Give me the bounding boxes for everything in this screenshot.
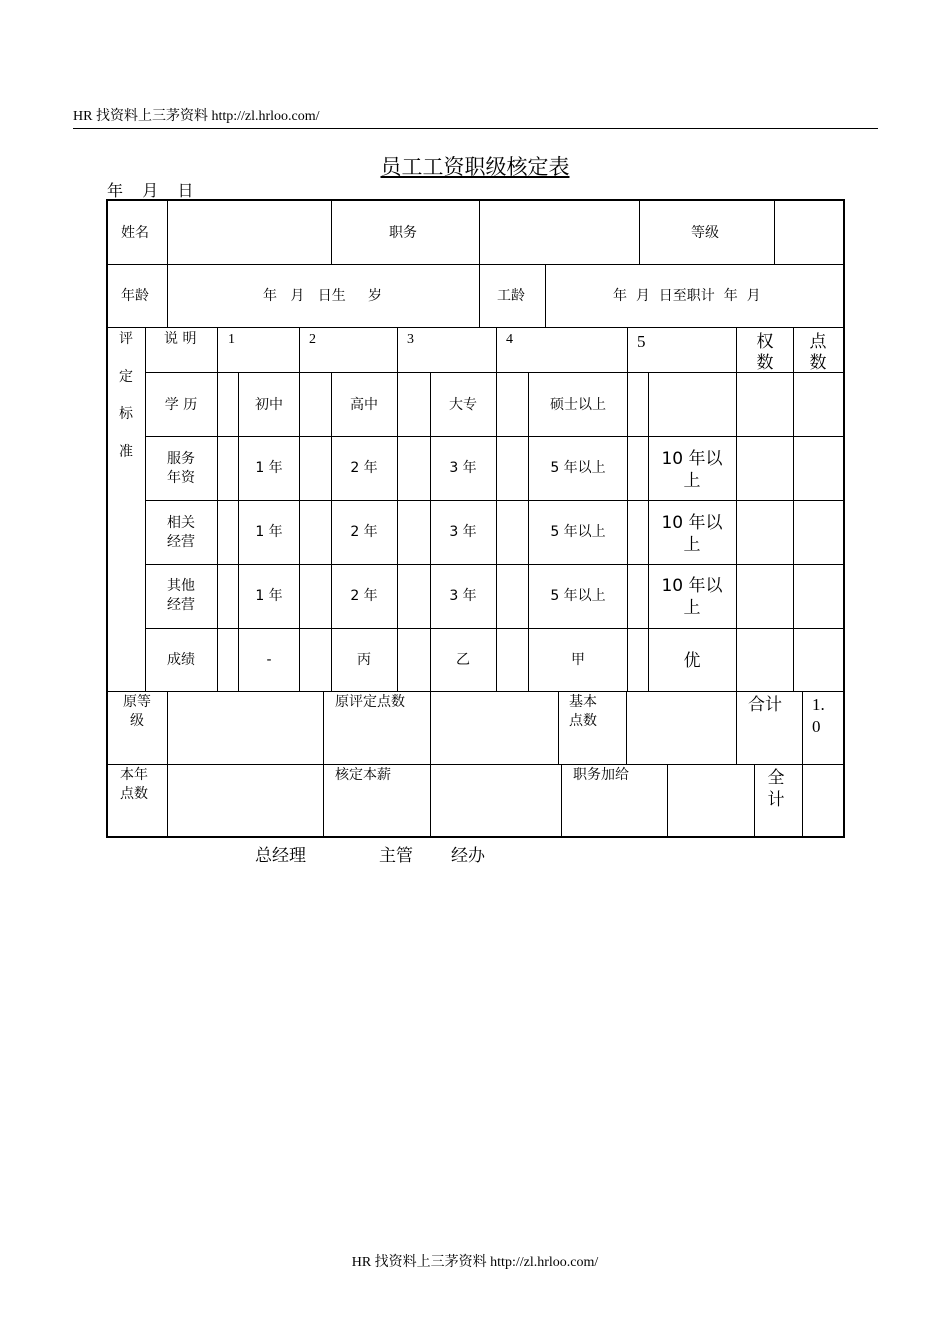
points-label: 数: [809, 353, 827, 373]
education-label: 学 历: [164, 397, 198, 413]
rule: [145, 500, 844, 501]
rule: [145, 436, 844, 437]
grand-total-label: 全: [767, 768, 785, 788]
other-label: 经营: [167, 597, 195, 613]
rule: [648, 372, 649, 691]
rule: [167, 264, 168, 327]
total-value: 0: [812, 717, 821, 736]
original-grade-label: 原等: [123, 694, 151, 710]
rule: [430, 764, 431, 837]
employment-period-text: 年 月 日至职计 年 月: [613, 288, 761, 304]
rule: [479, 264, 480, 327]
rule: [323, 764, 324, 837]
performance-value: 丙: [357, 652, 371, 668]
performance-value: -: [266, 652, 272, 668]
criteria-col-1: 1: [228, 332, 235, 347]
service-label: 年资: [167, 470, 195, 486]
rule: [299, 327, 300, 691]
base-points-label: 基本: [569, 694, 597, 710]
education-value: 高中: [350, 397, 378, 413]
this-year-points-label: 本年: [120, 767, 148, 783]
rule: [107, 764, 844, 765]
rule: [331, 200, 332, 264]
rule: [626, 691, 627, 764]
related-value-5: 10 年以: [661, 513, 723, 533]
rule: [528, 372, 529, 691]
rule: [802, 764, 803, 837]
page-header: HR 找资料上三茅资料 http://zl.hrloo.com/: [73, 105, 878, 129]
original-grade-label: 级: [130, 713, 144, 729]
education-value: 大专: [449, 397, 477, 413]
side-label-char: 标: [119, 406, 133, 422]
rule: [430, 372, 431, 691]
rule: [107, 691, 844, 692]
rule: [736, 327, 737, 691]
approved-salary-label: 核定本薪: [335, 767, 391, 783]
criteria-col-4: 4: [506, 332, 513, 347]
related-value: 5 年以上: [550, 524, 606, 540]
criteria-col-5: 5: [637, 332, 646, 351]
rule: [667, 764, 668, 837]
weight-label: 数: [756, 353, 774, 373]
rule: [145, 628, 844, 629]
total-label: 合计: [748, 695, 782, 715]
age-label: 年龄: [121, 288, 149, 304]
total-value: 1.: [812, 695, 825, 714]
related-label: 经营: [167, 534, 195, 550]
rule: [496, 327, 497, 691]
side-label-char: 准: [119, 444, 133, 460]
rule: [479, 200, 480, 264]
rule: [736, 691, 737, 764]
service-label: 服务: [167, 451, 195, 467]
rule: [238, 372, 239, 691]
service-value: 1 年: [255, 460, 283, 476]
related-value: 3 年: [449, 524, 477, 540]
supervisor-signature-label: 主管: [379, 846, 413, 866]
rule: [397, 327, 398, 691]
related-label: 相关: [167, 515, 195, 531]
form-title: 员工工资职级核定表: [380, 155, 570, 179]
name-label: 姓名: [121, 225, 149, 241]
rule: [217, 327, 218, 691]
rule: [167, 691, 168, 837]
rule: [145, 327, 146, 691]
rule: [774, 200, 775, 264]
related-value: 1 年: [255, 524, 283, 540]
performance-label: 成绩: [167, 652, 195, 668]
service-value: 3 年: [449, 460, 477, 476]
performance-value-5: 优: [683, 651, 701, 671]
performance-value: 甲: [571, 652, 585, 668]
service-value: 2 年: [350, 460, 378, 476]
form-date: 年 月 日: [107, 181, 195, 200]
rule: [793, 327, 794, 691]
other-value: 3 年: [449, 588, 477, 604]
this-year-points-label: 点数: [120, 786, 148, 802]
criteria-col-3: 3: [407, 332, 414, 347]
points-label: 点: [809, 332, 827, 352]
service-value-5: 上: [683, 471, 701, 491]
other-value-5: 上: [683, 598, 701, 618]
rule: [627, 327, 628, 691]
position-allowance-label: 职务加给: [573, 767, 629, 783]
other-label: 其他: [167, 578, 195, 594]
rule: [167, 200, 168, 264]
related-value-5: 上: [683, 535, 701, 555]
position-label: 职务: [389, 225, 417, 241]
page-footer: HR 找资料上三茅资料 http://zl.hrloo.com/: [351, 1255, 599, 1270]
rule: [802, 691, 803, 764]
rule: [107, 264, 844, 265]
gm-signature-label: 总经理: [255, 846, 306, 866]
other-value: 1 年: [255, 588, 283, 604]
rule: [561, 764, 562, 837]
rule: [145, 372, 844, 373]
education-value: 初中: [255, 397, 283, 413]
side-label-char: 评: [119, 331, 133, 347]
other-value: 2 年: [350, 588, 378, 604]
base-points-label: 点数: [569, 713, 597, 729]
weight-label: 权: [756, 332, 774, 352]
grade-label: 等级: [691, 225, 719, 241]
grand-total-label: 计: [767, 790, 785, 810]
service-value-5: 10 年以: [661, 449, 723, 469]
other-value-5: 10 年以: [661, 576, 723, 596]
performance-value: 乙: [456, 652, 470, 668]
seniority-label: 工龄: [497, 288, 525, 304]
related-value: 2 年: [350, 524, 378, 540]
rule: [430, 691, 431, 764]
rule: [323, 691, 324, 764]
education-value: 硕士以上: [550, 397, 606, 413]
original-points-label: 原评定点数: [335, 694, 405, 710]
criteria-desc-label: 说 明: [164, 331, 197, 347]
rule: [754, 764, 755, 837]
service-value: 5 年以上: [550, 460, 606, 476]
birth-date-text: 年 月 日生 岁: [263, 288, 382, 304]
rule: [331, 372, 332, 691]
rule: [545, 264, 546, 327]
side-label-char: 定: [119, 369, 133, 385]
handler-signature-label: 经办: [451, 846, 485, 866]
criteria-col-2: 2: [309, 332, 316, 347]
other-value: 5 年以上: [550, 588, 606, 604]
rule: [145, 564, 844, 565]
rule: [558, 691, 559, 764]
rule: [639, 200, 640, 264]
